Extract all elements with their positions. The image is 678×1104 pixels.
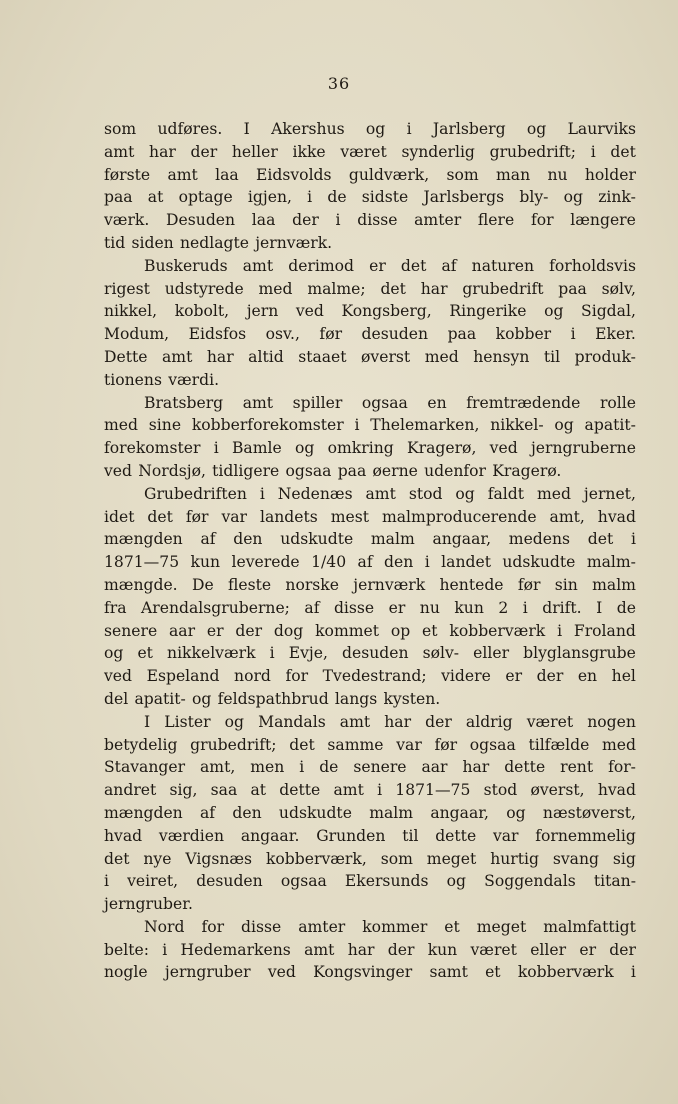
text-line: første amt laa Eidsvolds guldværk, som man nu holder [104, 165, 636, 184]
text-line: idet det før var landets mest malmproducerende amt, hvad [104, 507, 636, 526]
text-line: tid siden nedlagte jernværk. [104, 233, 333, 252]
text-line: Grubedriften i Nedenæs amt stod og faldt med jernet, [144, 484, 636, 503]
text-line: Buskeruds amt derimod er det af naturen forholdsvis [144, 256, 636, 275]
text-line: Bratsberg amt spiller ogsaa en fremtrædende rolle [144, 393, 636, 412]
text-line: 1871—75 kun leverede 1/40 af den i landet udskudte malm- [104, 553, 636, 572]
text-line: amt har der heller ikke været synderlig grubedrift; i det [104, 142, 636, 161]
text-line: jerngruber. [104, 895, 193, 914]
text-line: nikkel, kobolt, jern ved Kongsberg, Ringerike og Sigdal, [104, 302, 636, 321]
text-line: værk. Desuden laa der i disse amter flere for længere [104, 211, 636, 230]
page-number: 36 [327, 74, 351, 93]
text-line: mængde. De fleste norske jernværk hentede før sin malm [104, 575, 636, 594]
text-line: rigest udstyrede med malme; det har grubedrift paa sølv, [104, 279, 636, 298]
text-line: og et nikkelværk i Evje, desuden sølv- eller blyglansgrube [104, 644, 636, 663]
text-line: forekomster i Bamle og omkring Kragerø, ved jerngruberne [104, 439, 636, 458]
text-line: Nord for disse amter kommer et meget malmfattigt [144, 917, 636, 936]
text-line: betydelig grubedrift; det samme var før ogsaa tilfælde med [104, 735, 636, 754]
text-line: det nye Vigsnæs kobberværk, som meget hurtig svang sig [104, 849, 636, 868]
text-line: belte: i Hedemarkens amt har der kun været eller er der [104, 940, 636, 959]
text-line: nogle jerngruber ved Kongsvinger samt et kobberværk i [104, 963, 636, 982]
text-line: ved Espeland nord for Tvedestrand; videre er der en hel [104, 667, 636, 686]
text-line: I Lister og Mandals amt har der aldrig været nogen [144, 712, 636, 731]
text-line: som udføres. I Akershus og i Jarlsberg og Laurviks [104, 120, 636, 138]
text-line: hvad værdien angaar. Grunden til dette var fornemmelig [104, 826, 636, 845]
text-line: paa at optage igjen, i de sidste Jarlsbergs bly- og zink- [104, 188, 636, 207]
text-line: del apatit- og feldspathbrud langs kysten. [104, 689, 441, 708]
text-line: tionens værdi. [104, 370, 220, 389]
text-line: med sine kobberforekomster i Thelemarken, nikkel- og apatit- [104, 416, 636, 435]
text-line: Modum, Eidsfos osv., før desuden paa kobber i Eker. [104, 325, 636, 344]
text-line: andret sig, saa at dette amt i 1871—75 stod øverst, hvad [104, 781, 636, 800]
text-line: i veiret, desuden ogsaa Ekersunds og Soggendals titan- [104, 872, 636, 891]
text-line: Stavanger amt, men i de senere aar har dette rent for- [104, 758, 636, 777]
text-line: fra Arendalsgruberne; af disse er nu kun 2 i drift. I de [104, 598, 636, 617]
text-line: Dette amt har altid staaet øverst med hensyn til produk- [104, 347, 636, 366]
text-line: mængden af den udskudte malm angaar, medens det i [104, 530, 636, 549]
text-line: senere aar er der dog kommet op et kobberværk i Froland [104, 621, 636, 640]
text-line: ved Nordsjø, tidligere ogsaa paa øerne udenfor Kragerø. [104, 461, 562, 480]
body-text [104, 118, 636, 984]
text-line: mængden af den udskudte malm angaar, og næstøverst, [104, 803, 636, 822]
